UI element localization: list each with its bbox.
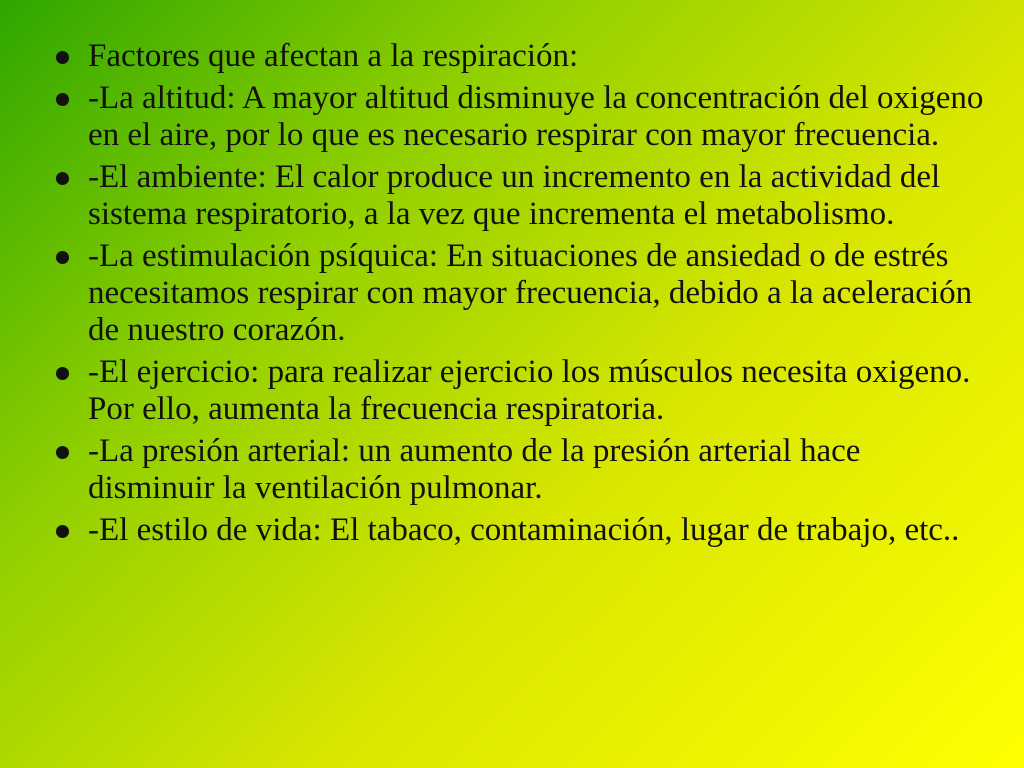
bullet-dot-icon — [56, 367, 69, 380]
bullet-text: -La presión arterial: un aumento de la presión arterial hace disminuir la ventilación pulmonar. — [88, 433, 861, 506]
bullet-dot-icon — [56, 93, 69, 106]
bullet-item-heading — [55, 38, 995, 75]
bullet-list — [55, 38, 995, 554]
bullet-text: -El ejercicio: para realizar ejercicio los músculos necesita oxigeno. Por ello, aumenta la frecuencia respiratoria. — [88, 354, 971, 427]
bullet-item-ambiente — [55, 159, 995, 233]
bullet-item-altitud — [55, 80, 995, 154]
bullet-text: -La estimulación psíquica: En situaciones de ansiedad o de estrés necesitamos respirar con mayor frecuencia, debido a la aceleración de nuestro corazón. — [88, 238, 973, 348]
bullet-item-estimulacion — [55, 238, 995, 349]
bullet-text: -El estilo de vida: El tabaco, contaminación, lugar de trabajo, etc.. — [88, 512, 960, 548]
bullet-item-presion — [55, 433, 995, 507]
bullet-item-ejercicio — [55, 354, 995, 428]
bullet-text: -La altitud: A mayor altitud disminuye la concentración del oxigeno en el aire, por lo que es necesario respirar con mayor frecuencia. — [88, 80, 984, 153]
bullet-item-estilo — [55, 512, 995, 549]
bullet-dot-icon — [56, 525, 69, 538]
bullet-dot-icon — [56, 51, 69, 64]
bullet-dot-icon — [56, 251, 69, 264]
bullet-dot-icon — [56, 446, 69, 459]
bullet-dot-icon — [56, 172, 69, 185]
bullet-text: Factores que afectan a la respiración: — [88, 38, 579, 74]
bullet-text: -El ambiente: El calor produce un incremento en la actividad del sistema respiratorio, a la vez que incrementa el metabolismo. — [88, 159, 941, 232]
